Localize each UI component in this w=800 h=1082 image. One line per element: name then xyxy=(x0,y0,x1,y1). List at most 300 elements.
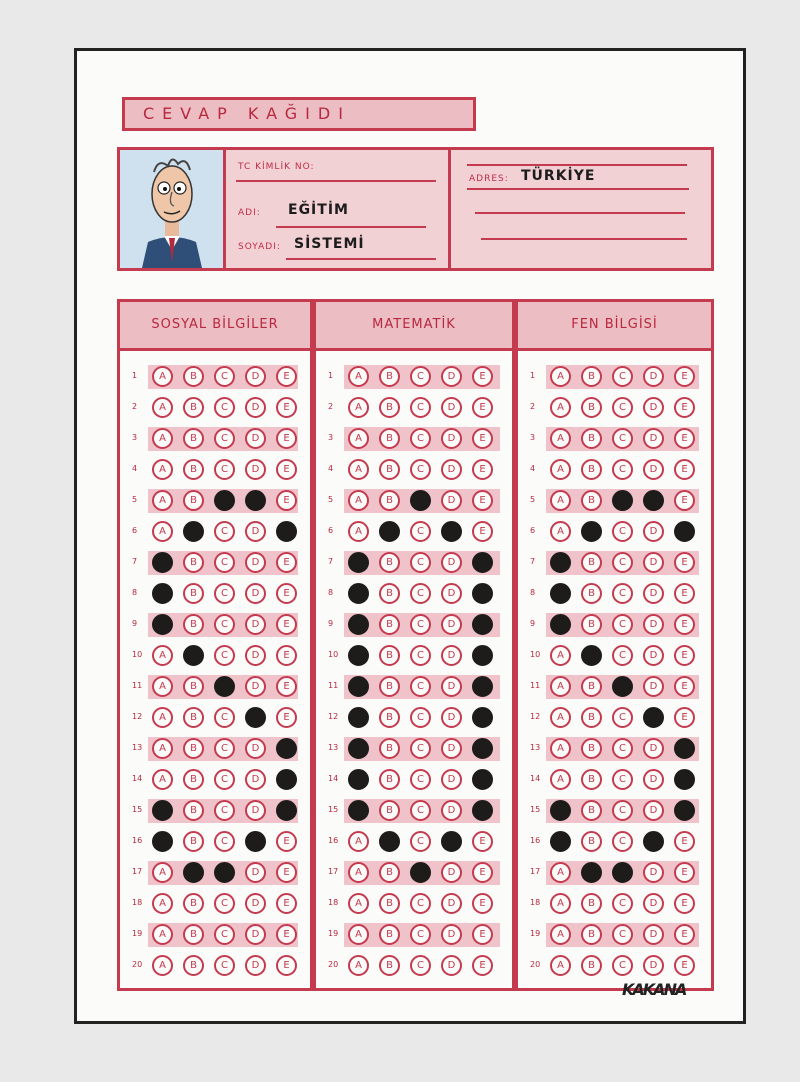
answer-bubble-d[interactable]: D xyxy=(245,397,266,418)
answer-bubble-c[interactable]: C xyxy=(214,893,235,914)
answer-bubble-d[interactable] xyxy=(643,707,664,728)
answer-bubble-c[interactable]: C xyxy=(612,955,633,976)
answer-bubble-e[interactable]: E xyxy=(674,955,695,976)
answer-bubble-e[interactable] xyxy=(472,800,493,821)
answer-bubble-b[interactable]: B xyxy=(379,707,400,728)
answer-bubble-b[interactable] xyxy=(581,645,602,666)
answer-bubble-d[interactable]: D xyxy=(441,552,462,573)
answer-bubble-d[interactable]: D xyxy=(643,397,664,418)
answer-bubble-d[interactable]: D xyxy=(441,490,462,511)
answer-bubble-a[interactable]: A xyxy=(550,893,571,914)
answer-bubble-d[interactable]: D xyxy=(245,614,266,635)
answer-bubble-d[interactable]: D xyxy=(245,521,266,542)
answer-bubble-c[interactable]: C xyxy=(612,583,633,604)
answer-bubble-e[interactable]: E xyxy=(276,831,297,852)
answer-bubble-d[interactable]: D xyxy=(441,645,462,666)
answer-bubble-c[interactable]: C xyxy=(612,397,633,418)
answer-bubble-b[interactable]: B xyxy=(581,924,602,945)
answer-bubble-a[interactable]: A xyxy=(152,707,173,728)
answer-bubble-b[interactable]: B xyxy=(379,738,400,759)
answer-bubble-d[interactable]: D xyxy=(643,459,664,480)
answer-bubble-d[interactable] xyxy=(441,521,462,542)
answer-bubble-e[interactable]: E xyxy=(276,676,297,697)
answer-bubble-a[interactable]: A xyxy=(348,831,369,852)
answer-bubble-e[interactable]: E xyxy=(674,676,695,697)
answer-bubble-e[interactable]: E xyxy=(472,428,493,449)
answer-bubble-e[interactable]: E xyxy=(276,428,297,449)
answer-bubble-e[interactable] xyxy=(472,676,493,697)
answer-bubble-d[interactable] xyxy=(643,490,664,511)
answer-bubble-c[interactable]: C xyxy=(410,428,431,449)
answer-bubble-e[interactable]: E xyxy=(472,366,493,387)
answer-bubble-a[interactable]: A xyxy=(550,769,571,790)
answer-bubble-a[interactable]: A xyxy=(152,955,173,976)
answer-bubble-e[interactable] xyxy=(674,738,695,759)
answer-bubble-e[interactable] xyxy=(276,800,297,821)
answer-bubble-c[interactable]: C xyxy=(612,800,633,821)
answer-bubble-e[interactable]: E xyxy=(276,955,297,976)
answer-bubble-b[interactable]: B xyxy=(183,955,204,976)
answer-bubble-b[interactable]: B xyxy=(183,614,204,635)
answer-bubble-c[interactable]: C xyxy=(612,428,633,449)
answer-bubble-d[interactable]: D xyxy=(245,955,266,976)
answer-bubble-e[interactable]: E xyxy=(674,862,695,883)
answer-bubble-a[interactable]: A xyxy=(550,397,571,418)
answer-bubble-b[interactable]: B xyxy=(581,676,602,697)
answer-bubble-c[interactable]: C xyxy=(214,397,235,418)
answer-bubble-e[interactable]: E xyxy=(276,552,297,573)
answer-bubble-b[interactable]: B xyxy=(183,707,204,728)
answer-bubble-b[interactable]: B xyxy=(581,893,602,914)
answer-bubble-c[interactable]: C xyxy=(410,831,431,852)
answer-bubble-e[interactable]: E xyxy=(472,490,493,511)
answer-bubble-a[interactable]: A xyxy=(550,707,571,728)
answer-bubble-e[interactable] xyxy=(674,521,695,542)
answer-bubble-d[interactable]: D xyxy=(441,459,462,480)
answer-bubble-c[interactable] xyxy=(612,676,633,697)
answer-bubble-c[interactable]: C xyxy=(410,459,431,480)
answer-bubble-a[interactable]: A xyxy=(550,645,571,666)
answer-bubble-a[interactable] xyxy=(348,614,369,635)
answer-bubble-c[interactable]: C xyxy=(214,583,235,604)
answer-bubble-d[interactable]: D xyxy=(643,428,664,449)
answer-bubble-b[interactable] xyxy=(183,645,204,666)
answer-bubble-a[interactable]: A xyxy=(348,490,369,511)
answer-bubble-b[interactable]: B xyxy=(581,552,602,573)
answer-bubble-e[interactable]: E xyxy=(472,955,493,976)
answer-bubble-c[interactable]: C xyxy=(612,893,633,914)
answer-bubble-a[interactable]: A xyxy=(152,397,173,418)
answer-bubble-c[interactable]: C xyxy=(410,521,431,542)
answer-bubble-e[interactable] xyxy=(674,769,695,790)
answer-bubble-b[interactable]: B xyxy=(183,490,204,511)
answer-bubble-b[interactable] xyxy=(183,862,204,883)
answer-bubble-a[interactable]: A xyxy=(152,645,173,666)
answer-bubble-d[interactable]: D xyxy=(245,800,266,821)
answer-bubble-a[interactable]: A xyxy=(348,924,369,945)
answer-bubble-a[interactable]: A xyxy=(152,459,173,480)
answer-bubble-c[interactable]: C xyxy=(214,645,235,666)
answer-bubble-e[interactable]: E xyxy=(472,831,493,852)
answer-bubble-b[interactable]: B xyxy=(581,955,602,976)
answer-bubble-b[interactable]: B xyxy=(379,428,400,449)
answer-bubble-e[interactable]: E xyxy=(674,459,695,480)
answer-bubble-c[interactable]: C xyxy=(612,645,633,666)
answer-bubble-c[interactable]: C xyxy=(410,769,431,790)
answer-bubble-a[interactable]: A xyxy=(348,862,369,883)
answer-bubble-d[interactable]: D xyxy=(643,800,664,821)
answer-bubble-d[interactable]: D xyxy=(245,459,266,480)
answer-bubble-e[interactable]: E xyxy=(276,707,297,728)
answer-bubble-c[interactable]: C xyxy=(410,955,431,976)
answer-bubble-c[interactable]: C xyxy=(410,707,431,728)
answer-bubble-d[interactable]: D xyxy=(643,862,664,883)
answer-bubble-c[interactable] xyxy=(214,676,235,697)
answer-bubble-c[interactable]: C xyxy=(410,614,431,635)
answer-bubble-d[interactable]: D xyxy=(643,552,664,573)
answer-bubble-a[interactable] xyxy=(152,583,173,604)
answer-bubble-c[interactable]: C xyxy=(410,397,431,418)
answer-bubble-b[interactable]: B xyxy=(581,769,602,790)
answer-bubble-d[interactable]: D xyxy=(245,769,266,790)
answer-bubble-e[interactable] xyxy=(472,614,493,635)
answer-bubble-d[interactable]: D xyxy=(643,738,664,759)
answer-bubble-e[interactable]: E xyxy=(276,614,297,635)
answer-bubble-d[interactable]: D xyxy=(245,862,266,883)
answer-bubble-e[interactable]: E xyxy=(674,552,695,573)
answer-bubble-b[interactable]: B xyxy=(379,397,400,418)
answer-bubble-b[interactable]: B xyxy=(183,769,204,790)
answer-bubble-c[interactable]: C xyxy=(214,552,235,573)
answer-bubble-c[interactable] xyxy=(214,862,235,883)
answer-bubble-c[interactable]: C xyxy=(410,552,431,573)
answer-bubble-b[interactable]: B xyxy=(581,738,602,759)
answer-bubble-a[interactable] xyxy=(348,738,369,759)
answer-bubble-b[interactable]: B xyxy=(183,428,204,449)
answer-bubble-d[interactable] xyxy=(245,831,266,852)
answer-bubble-d[interactable]: D xyxy=(245,645,266,666)
answer-bubble-e[interactable] xyxy=(276,769,297,790)
answer-bubble-e[interactable]: E xyxy=(674,614,695,635)
answer-bubble-c[interactable] xyxy=(410,490,431,511)
answer-bubble-b[interactable]: B xyxy=(183,800,204,821)
answer-bubble-a[interactable]: A xyxy=(550,366,571,387)
answer-bubble-b[interactable] xyxy=(183,521,204,542)
answer-bubble-a[interactable]: A xyxy=(152,893,173,914)
answer-bubble-a[interactable] xyxy=(348,552,369,573)
answer-bubble-c[interactable]: C xyxy=(214,707,235,728)
answer-bubble-b[interactable]: B xyxy=(379,862,400,883)
answer-bubble-e[interactable] xyxy=(472,552,493,573)
answer-bubble-e[interactable]: E xyxy=(674,583,695,604)
answer-bubble-a[interactable] xyxy=(550,552,571,573)
answer-bubble-d[interactable] xyxy=(441,831,462,852)
answer-bubble-c[interactable]: C xyxy=(410,366,431,387)
answer-bubble-d[interactable]: D xyxy=(245,893,266,914)
answer-bubble-b[interactable]: B xyxy=(379,924,400,945)
answer-bubble-b[interactable]: B xyxy=(183,583,204,604)
answer-bubble-a[interactable] xyxy=(152,831,173,852)
answer-bubble-d[interactable]: D xyxy=(441,769,462,790)
answer-bubble-d[interactable]: D xyxy=(245,676,266,697)
answer-bubble-c[interactable]: C xyxy=(612,769,633,790)
answer-bubble-a[interactable]: A xyxy=(152,490,173,511)
answer-bubble-b[interactable]: B xyxy=(379,583,400,604)
answer-bubble-c[interactable]: C xyxy=(410,924,431,945)
answer-bubble-e[interactable]: E xyxy=(472,924,493,945)
answer-bubble-d[interactable]: D xyxy=(643,676,664,697)
answer-bubble-d[interactable]: D xyxy=(245,924,266,945)
answer-bubble-d[interactable]: D xyxy=(643,769,664,790)
answer-bubble-e[interactable]: E xyxy=(674,831,695,852)
answer-bubble-a[interactable]: A xyxy=(550,490,571,511)
answer-bubble-b[interactable]: B xyxy=(183,552,204,573)
answer-bubble-a[interactable] xyxy=(550,831,571,852)
answer-bubble-e[interactable]: E xyxy=(674,645,695,666)
answer-bubble-e[interactable]: E xyxy=(674,397,695,418)
answer-bubble-d[interactable]: D xyxy=(643,924,664,945)
answer-bubble-b[interactable]: B xyxy=(183,738,204,759)
answer-bubble-b[interactable]: B xyxy=(379,366,400,387)
answer-bubble-b[interactable]: B xyxy=(581,428,602,449)
answer-bubble-d[interactable]: D xyxy=(441,366,462,387)
answer-bubble-b[interactable]: B xyxy=(581,366,602,387)
answer-bubble-a[interactable]: A xyxy=(348,893,369,914)
answer-bubble-b[interactable]: B xyxy=(379,955,400,976)
answer-bubble-d[interactable]: D xyxy=(441,862,462,883)
answer-bubble-c[interactable]: C xyxy=(612,552,633,573)
answer-bubble-c[interactable]: C xyxy=(410,800,431,821)
answer-bubble-b[interactable] xyxy=(581,521,602,542)
answer-bubble-a[interactable]: A xyxy=(152,676,173,697)
answer-bubble-c[interactable]: C xyxy=(214,738,235,759)
answer-bubble-b[interactable]: B xyxy=(183,397,204,418)
answer-bubble-e[interactable]: E xyxy=(276,366,297,387)
answer-bubble-c[interactable] xyxy=(612,490,633,511)
answer-bubble-a[interactable] xyxy=(152,552,173,573)
answer-bubble-a[interactable] xyxy=(550,583,571,604)
answer-bubble-b[interactable]: B xyxy=(379,459,400,480)
answer-bubble-e[interactable] xyxy=(472,583,493,604)
answer-bubble-d[interactable]: D xyxy=(441,676,462,697)
answer-bubble-c[interactable]: C xyxy=(410,583,431,604)
answer-bubble-d[interactable]: D xyxy=(441,583,462,604)
answer-bubble-c[interactable]: C xyxy=(612,614,633,635)
answer-bubble-a[interactable]: A xyxy=(152,769,173,790)
answer-bubble-a[interactable] xyxy=(152,800,173,821)
answer-bubble-e[interactable]: E xyxy=(472,862,493,883)
answer-bubble-a[interactable] xyxy=(348,707,369,728)
answer-bubble-b[interactable]: B xyxy=(581,831,602,852)
answer-bubble-e[interactable]: E xyxy=(276,583,297,604)
answer-bubble-e[interactable] xyxy=(472,645,493,666)
answer-bubble-a[interactable] xyxy=(348,769,369,790)
answer-bubble-c[interactable]: C xyxy=(214,955,235,976)
answer-bubble-c[interactable]: C xyxy=(214,366,235,387)
answer-bubble-a[interactable]: A xyxy=(550,738,571,759)
answer-bubble-b[interactable]: B xyxy=(379,676,400,697)
answer-bubble-a[interactable] xyxy=(550,614,571,635)
answer-bubble-b[interactable]: B xyxy=(183,831,204,852)
answer-bubble-c[interactable]: C xyxy=(410,738,431,759)
answer-bubble-c[interactable]: C xyxy=(214,614,235,635)
answer-bubble-e[interactable]: E xyxy=(276,645,297,666)
answer-bubble-e[interactable] xyxy=(472,738,493,759)
answer-bubble-e[interactable]: E xyxy=(276,490,297,511)
answer-bubble-e[interactable]: E xyxy=(472,397,493,418)
answer-bubble-d[interactable]: D xyxy=(441,955,462,976)
answer-bubble-b[interactable]: B xyxy=(183,366,204,387)
answer-bubble-b[interactable]: B xyxy=(379,614,400,635)
answer-bubble-d[interactable]: D xyxy=(643,955,664,976)
answer-bubble-a[interactable]: A xyxy=(152,738,173,759)
answer-bubble-c[interactable]: C xyxy=(214,521,235,542)
answer-bubble-e[interactable]: E xyxy=(674,893,695,914)
answer-bubble-a[interactable]: A xyxy=(152,428,173,449)
answer-bubble-c[interactable]: C xyxy=(214,924,235,945)
answer-bubble-a[interactable]: A xyxy=(152,521,173,542)
answer-bubble-e[interactable]: E xyxy=(674,924,695,945)
answer-bubble-a[interactable]: A xyxy=(348,955,369,976)
answer-bubble-c[interactable]: C xyxy=(612,707,633,728)
answer-bubble-a[interactable] xyxy=(348,583,369,604)
answer-bubble-e[interactable]: E xyxy=(674,707,695,728)
answer-bubble-a[interactable]: A xyxy=(550,521,571,542)
answer-bubble-b[interactable]: B xyxy=(581,459,602,480)
answer-bubble-c[interactable]: C xyxy=(214,800,235,821)
answer-bubble-b[interactable]: B xyxy=(183,893,204,914)
answer-bubble-d[interactable]: D xyxy=(643,614,664,635)
answer-bubble-c[interactable]: C xyxy=(410,893,431,914)
answer-bubble-c[interactable]: C xyxy=(612,521,633,542)
answer-bubble-a[interactable]: A xyxy=(550,676,571,697)
answer-bubble-b[interactable]: B xyxy=(379,645,400,666)
answer-bubble-c[interactable]: C xyxy=(214,769,235,790)
answer-bubble-b[interactable]: B xyxy=(581,707,602,728)
answer-bubble-a[interactable]: A xyxy=(550,862,571,883)
answer-bubble-d[interactable]: D xyxy=(245,366,266,387)
answer-bubble-e[interactable]: E xyxy=(674,428,695,449)
answer-bubble-b[interactable]: B xyxy=(183,924,204,945)
answer-bubble-e[interactable] xyxy=(674,800,695,821)
answer-bubble-b[interactable]: B xyxy=(581,800,602,821)
answer-bubble-b[interactable] xyxy=(379,831,400,852)
answer-bubble-e[interactable] xyxy=(472,707,493,728)
answer-bubble-a[interactable]: A xyxy=(550,924,571,945)
answer-bubble-a[interactable]: A xyxy=(348,428,369,449)
answer-bubble-b[interactable]: B xyxy=(379,490,400,511)
answer-bubble-c[interactable]: C xyxy=(214,428,235,449)
answer-bubble-d[interactable]: D xyxy=(643,366,664,387)
answer-bubble-e[interactable] xyxy=(472,769,493,790)
answer-bubble-e[interactable]: E xyxy=(276,924,297,945)
answer-bubble-c[interactable]: C xyxy=(214,459,235,480)
answer-bubble-b[interactable]: B xyxy=(581,490,602,511)
answer-bubble-b[interactable]: B xyxy=(183,676,204,697)
answer-bubble-d[interactable]: D xyxy=(441,893,462,914)
answer-bubble-b[interactable]: B xyxy=(379,769,400,790)
answer-bubble-c[interactable]: C xyxy=(410,645,431,666)
answer-bubble-e[interactable]: E xyxy=(472,893,493,914)
answer-bubble-d[interactable]: D xyxy=(643,893,664,914)
answer-bubble-d[interactable]: D xyxy=(441,614,462,635)
answer-bubble-c[interactable]: C xyxy=(612,738,633,759)
answer-bubble-a[interactable]: A xyxy=(550,459,571,480)
answer-bubble-e[interactable]: E xyxy=(472,521,493,542)
answer-bubble-a[interactable] xyxy=(348,645,369,666)
answer-bubble-c[interactable]: C xyxy=(214,831,235,852)
answer-bubble-d[interactable] xyxy=(245,490,266,511)
answer-bubble-e[interactable]: E xyxy=(674,366,695,387)
answer-bubble-b[interactable]: B xyxy=(581,397,602,418)
answer-bubble-e[interactable]: E xyxy=(472,459,493,480)
answer-bubble-d[interactable]: D xyxy=(441,924,462,945)
answer-bubble-e[interactable]: E xyxy=(674,490,695,511)
answer-bubble-e[interactable]: E xyxy=(276,459,297,480)
answer-bubble-c[interactable]: C xyxy=(612,459,633,480)
answer-bubble-e[interactable] xyxy=(276,738,297,759)
answer-bubble-d[interactable]: D xyxy=(441,707,462,728)
answer-bubble-c[interactable] xyxy=(214,490,235,511)
answer-bubble-d[interactable]: D xyxy=(245,738,266,759)
answer-bubble-d[interactable]: D xyxy=(441,738,462,759)
answer-bubble-a[interactable]: A xyxy=(152,924,173,945)
answer-bubble-d[interactable]: D xyxy=(245,428,266,449)
answer-bubble-a[interactable]: A xyxy=(152,366,173,387)
answer-bubble-a[interactable]: A xyxy=(550,428,571,449)
answer-bubble-b[interactable] xyxy=(581,862,602,883)
answer-bubble-a[interactable]: A xyxy=(348,521,369,542)
answer-bubble-d[interactable]: D xyxy=(245,583,266,604)
answer-bubble-d[interactable]: D xyxy=(643,521,664,542)
answer-bubble-d[interactable]: D xyxy=(643,583,664,604)
answer-bubble-d[interactable]: D xyxy=(441,397,462,418)
answer-bubble-b[interactable]: B xyxy=(581,583,602,604)
answer-bubble-a[interactable]: A xyxy=(152,862,173,883)
answer-bubble-b[interactable]: B xyxy=(379,893,400,914)
answer-bubble-c[interactable]: C xyxy=(612,924,633,945)
answer-bubble-c[interactable]: C xyxy=(612,831,633,852)
answer-bubble-b[interactable]: B xyxy=(183,459,204,480)
answer-bubble-b[interactable] xyxy=(379,521,400,542)
answer-bubble-d[interactable] xyxy=(245,707,266,728)
answer-bubble-b[interactable]: B xyxy=(379,552,400,573)
answer-bubble-d[interactable]: D xyxy=(441,428,462,449)
answer-bubble-a[interactable]: A xyxy=(550,955,571,976)
answer-bubble-d[interactable] xyxy=(643,831,664,852)
answer-bubble-b[interactable]: B xyxy=(379,800,400,821)
answer-bubble-c[interactable] xyxy=(612,862,633,883)
answer-bubble-a[interactable] xyxy=(348,676,369,697)
answer-bubble-c[interactable] xyxy=(410,862,431,883)
answer-bubble-a[interactable]: A xyxy=(348,366,369,387)
answer-bubble-d[interactable]: D xyxy=(643,645,664,666)
answer-bubble-a[interactable]: A xyxy=(348,397,369,418)
answer-bubble-e[interactable] xyxy=(276,521,297,542)
answer-bubble-e[interactable]: E xyxy=(276,397,297,418)
answer-bubble-a[interactable] xyxy=(550,800,571,821)
answer-bubble-b[interactable]: B xyxy=(581,614,602,635)
answer-bubble-a[interactable]: A xyxy=(348,459,369,480)
answer-bubble-c[interactable]: C xyxy=(612,366,633,387)
answer-bubble-d[interactable]: D xyxy=(441,800,462,821)
answer-bubble-d[interactable]: D xyxy=(245,552,266,573)
answer-bubble-a[interactable] xyxy=(152,614,173,635)
answer-bubble-c[interactable]: C xyxy=(410,676,431,697)
answer-bubble-e[interactable]: E xyxy=(276,862,297,883)
answer-bubble-a[interactable] xyxy=(348,800,369,821)
answer-bubble-e[interactable]: E xyxy=(276,893,297,914)
